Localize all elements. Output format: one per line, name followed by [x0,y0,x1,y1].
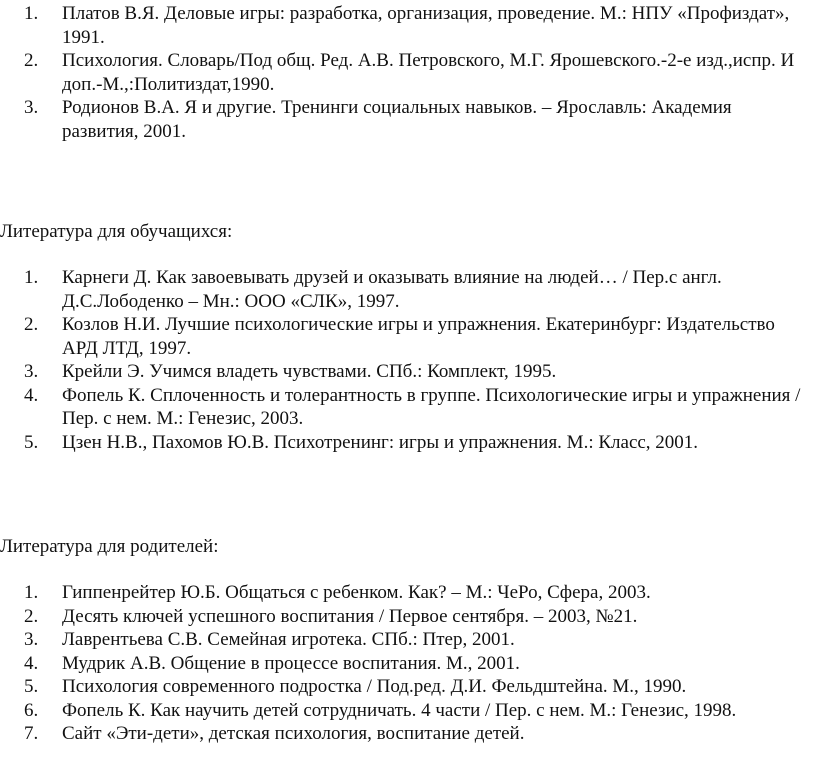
list-number: 3. [24,629,39,650]
list-item [0,266,816,313]
list-number: 7. [24,723,39,744]
list-number: 2. [24,605,39,627]
reference-list-students [0,266,816,454]
list-number: 5. [24,676,39,697]
list-item [0,605,816,629]
list-item-text: Родионов В.А. Я и другие. Тренинги социальных навыков. – Ярославль: Академия развития, 2001. [62,97,732,142]
list-number: 6. [24,699,39,721]
list-item-text: Карнеги Д. Как завоевывать друзей и оказывать влияние на людей… / Пер.с англ. Д.С.Лободенко – Мн.: ООО «СЛК», 1997. [62,267,722,312]
list-item [0,581,816,605]
list-number: 3. [24,97,39,118]
list-item [0,360,816,384]
list-item [0,675,816,699]
section-heading-students: Литература для обучащихся: [0,221,233,242]
list-item-text: Фопель К. Сплоченность и толерантность в группе. Психологические игры и упражнения / Пер. с нем. М.: Генезис, 2003. [62,384,801,429]
list-item-text: Крейли Э. Учимся владеть чувствами. СПб.: Комплект, 1995. [62,361,557,382]
list-item-text: Цзен Н.В., Пахомов Ю.В. Психотренинг: игры и упражнения. М.: Класс, 2001. [62,431,699,453]
reference-list-general [0,2,816,143]
list-item-text: Сайт «Эти-дети», детская психология, воспитание детей. [62,723,525,744]
list-number: 5. [24,431,39,453]
reference-list-parents [0,581,816,746]
list-item [0,628,816,652]
list-item [0,96,816,143]
list-number: 3. [24,361,39,382]
list-number: 1. [24,3,39,24]
list-item [0,652,816,676]
list-item-text: Мудрик А.В. Общение в процессе воспитания. М., 2001. [62,652,520,674]
list-item-text: Десять ключей успешного воспитания / Первое сентября. – 2003, №21. [62,605,638,627]
list-item [0,431,816,455]
list-number: 4. [24,652,39,674]
list-item-text: Лаврентьева С.В. Семейная игротека. СПб.: Птер, 2001. [62,629,515,650]
list-number: 4. [24,384,39,406]
section-heading-parents: Литература для родителей: [0,536,219,557]
list-item-text: Платов В.Я. Деловые игры: разработка, организация, проведение. М.: НПУ «Профиздат», 1991. [62,3,790,48]
list-item-text: Психология современного подростка / Под.ред. Д.И. Фельдштейна. М., 1990. [62,676,687,697]
list-item [0,384,816,431]
list-number: 1. [24,582,39,603]
list-item [0,2,816,49]
list-item-text: Фопель К. Как научить детей сотрудничать. 4 части / Пер. с нем. М.: Генезис, 1998. [62,699,737,721]
list-item-text: Козлов Н.И. Лучшие психологические игры и упражнения. Екатеринбург: Издательство АРД ЛТД, 1997. [62,314,775,359]
list-item-text: Психология. Словарь/Под общ. Ред. А.В. Петровского, М.Г. Ярошевского.-2-е изд.,испр. И доп.-М.,:Политиздат,1990. [62,50,795,95]
list-item-text: Гиппенрейтер Ю.Б. Общаться с ребенком. Как? – М.: ЧеРо, Сфера, 2003. [62,582,651,603]
list-item [0,699,816,723]
list-item [0,49,816,96]
list-item [0,722,816,746]
list-number: 1. [24,267,39,288]
list-number: 2. [24,314,39,335]
list-item [0,313,816,360]
list-number: 2. [24,50,39,71]
